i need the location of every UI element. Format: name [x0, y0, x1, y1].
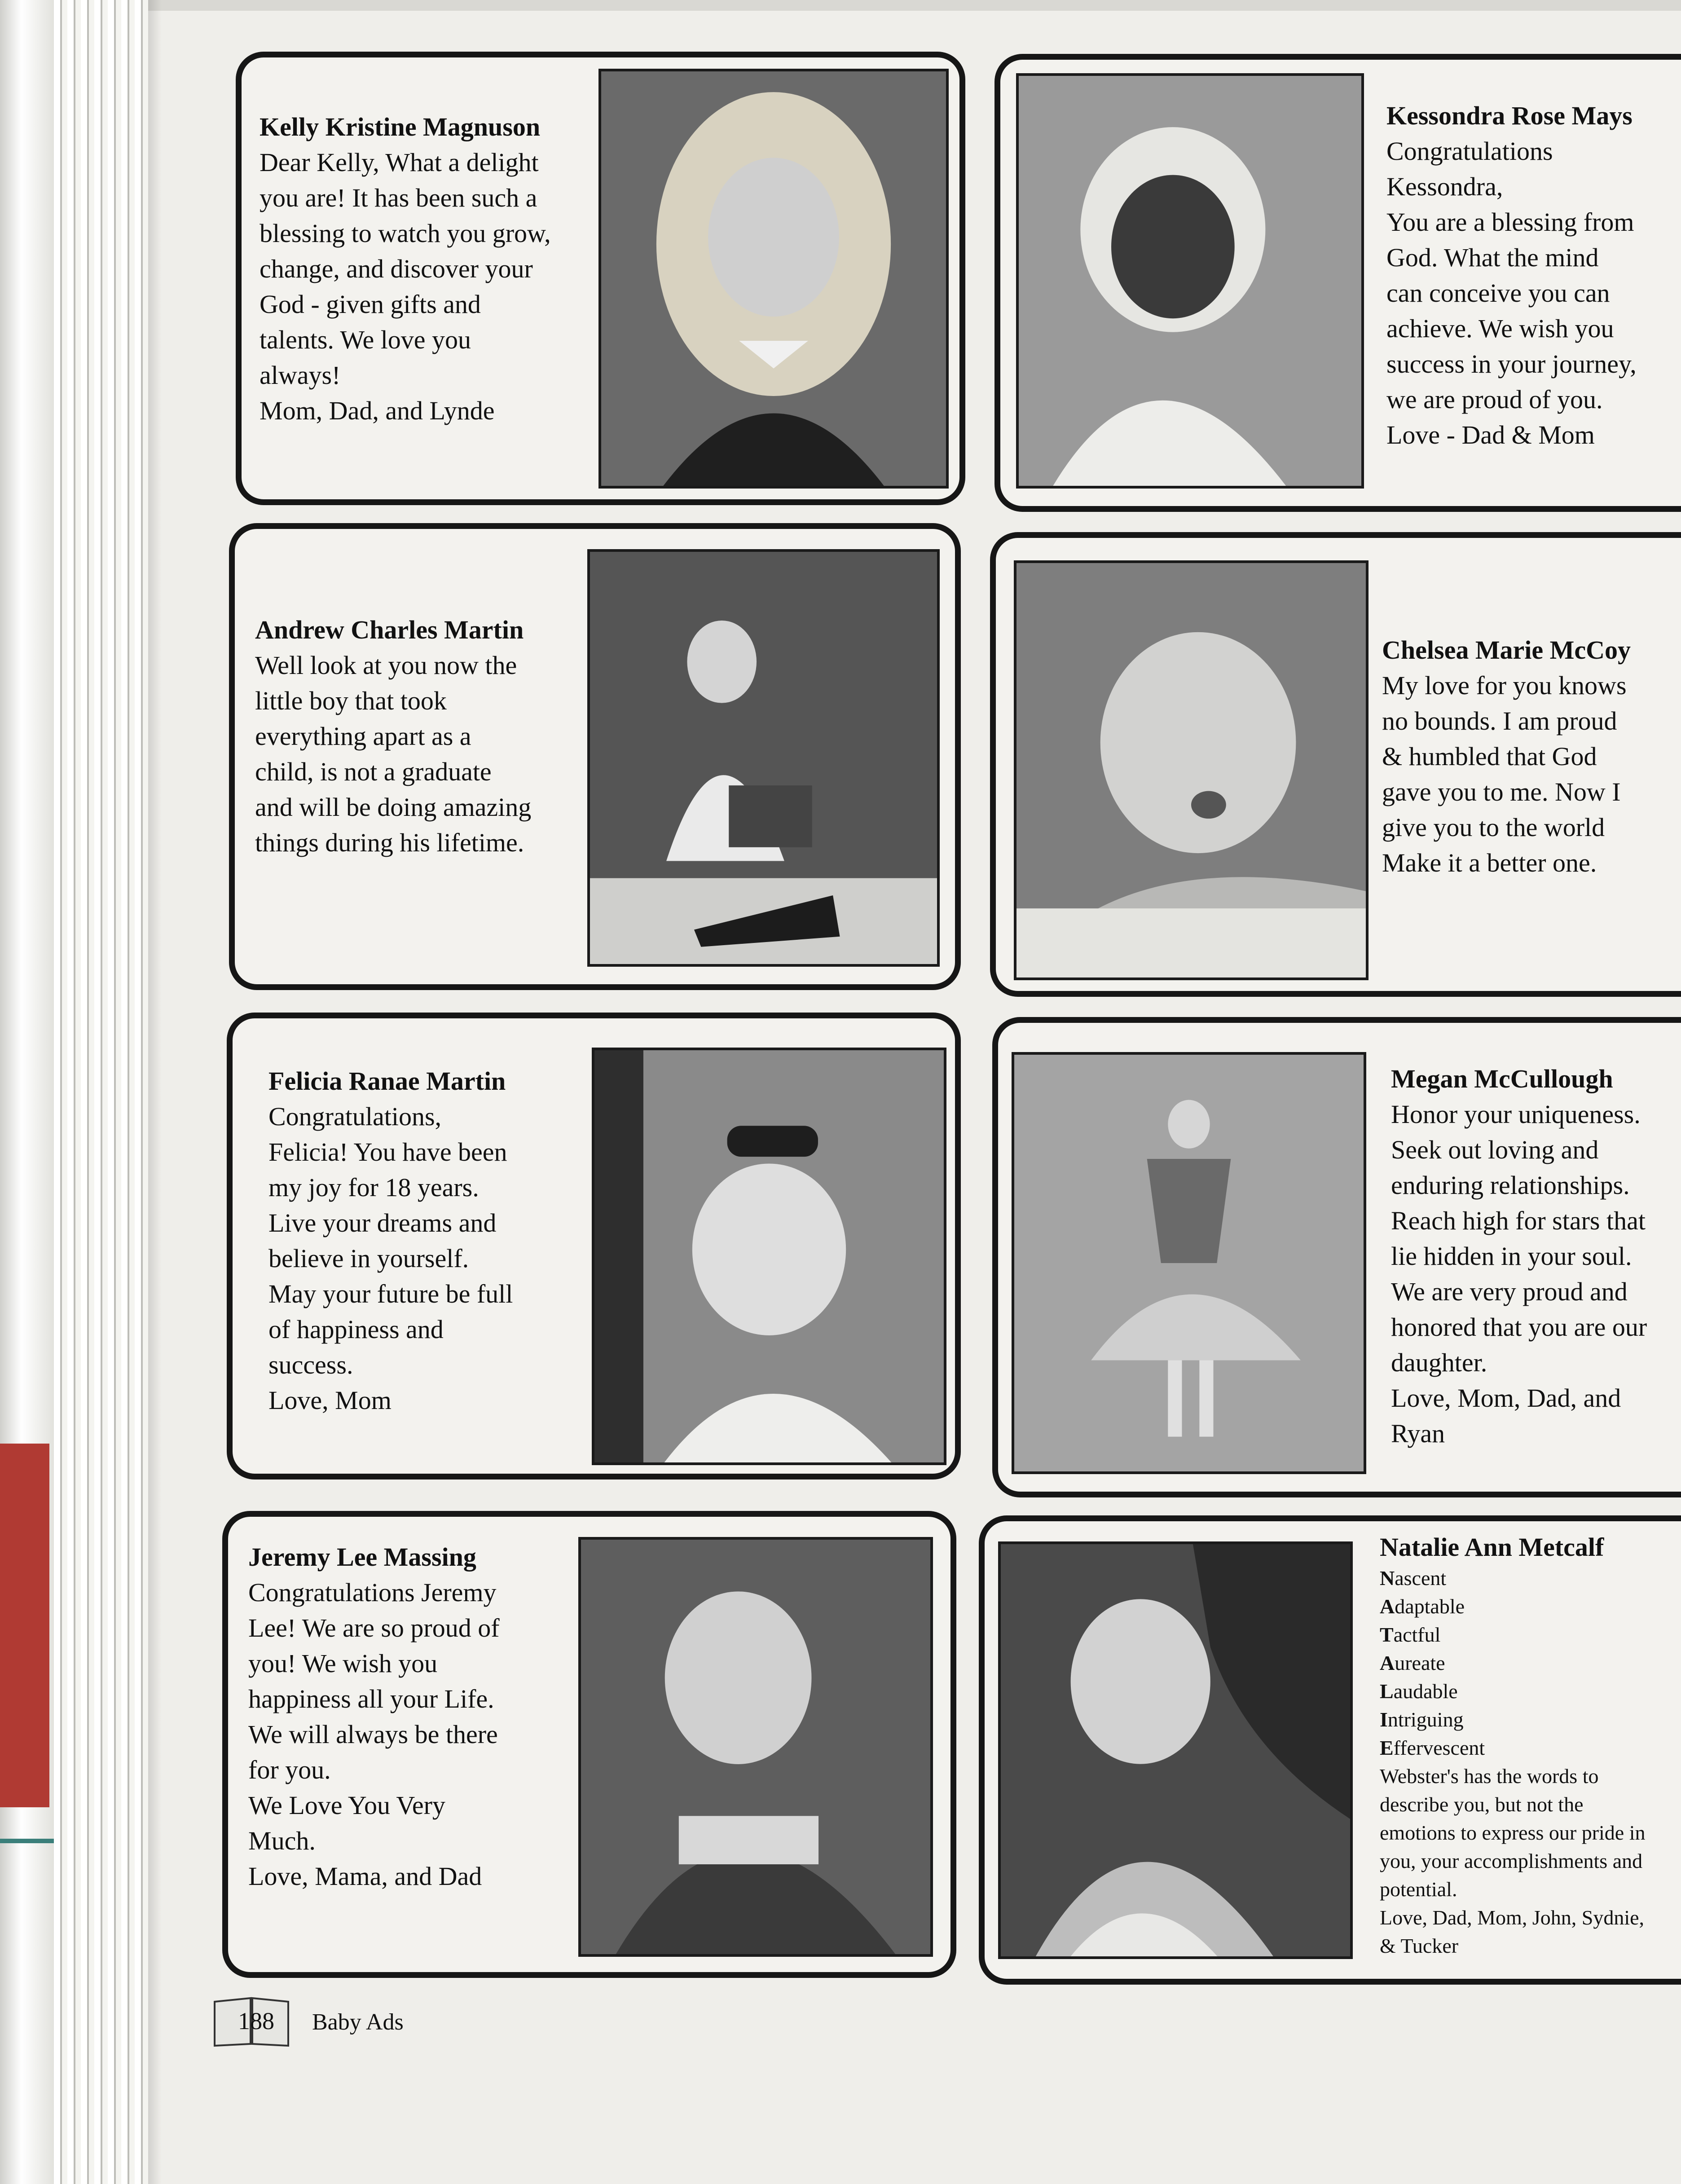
ad-line: you! We wish you: [248, 1649, 438, 1678]
ad-line: you are! It has been such a: [260, 183, 537, 212]
portrait-illustration: [590, 552, 937, 964]
ad-line: always!: [260, 361, 341, 390]
ad-name: Natalie Ann Metcalf: [1380, 1532, 1604, 1562]
ad-line: & Tucker: [1380, 1934, 1459, 1957]
ad-photo: [587, 549, 940, 967]
ad-line: honored that you are our: [1391, 1312, 1647, 1342]
ad-line: We will always be there: [248, 1720, 498, 1749]
ad-photo: [578, 1537, 933, 1957]
ad-line: & humbled that God: [1382, 742, 1597, 771]
ad-line: Effervescent: [1380, 1736, 1485, 1759]
ad-line: You are a blessing from: [1386, 207, 1634, 237]
ad-line: Mom, Dad, and Lynde: [260, 396, 495, 425]
ad-line: Tactful: [1380, 1623, 1441, 1646]
ad-photo: [1016, 73, 1364, 489]
ad-line: May your future be full: [268, 1279, 513, 1308]
ad-line: Adaptable: [1380, 1595, 1465, 1618]
ad-line: We are very proud and: [1391, 1277, 1628, 1306]
ad-line: change, and discover your: [260, 254, 533, 283]
page-top-edge: [0, 0, 1681, 11]
ad-text: [255, 612, 596, 860]
gutter-shadow: [148, 0, 162, 2184]
page-number: 188: [238, 2008, 274, 2034]
ad-line: Congratulations Jeremy: [248, 1578, 497, 1607]
ad-name: Kessondra Rose Mays: [1386, 101, 1633, 130]
ad-text: [1380, 1530, 1681, 1960]
ad-name: Andrew Charles Martin: [255, 615, 524, 644]
ad-line: lie hidden in your soul.: [1391, 1242, 1632, 1271]
portrait-illustration: [1001, 1544, 1350, 1956]
ad-line: We Love You Very: [248, 1791, 445, 1820]
ad-name: Jeremy Lee Massing: [248, 1542, 476, 1572]
ad-line: Ryan: [1391, 1419, 1445, 1448]
ad-text: [1382, 632, 1681, 881]
ad-photo: [592, 1048, 946, 1465]
ad-name: Felicia Ranae Martin: [268, 1066, 506, 1096]
ad-line: give you to the world: [1382, 813, 1605, 842]
ad-line: little boy that took: [255, 686, 447, 715]
section-title: Baby Ads: [312, 2009, 404, 2035]
ad-line: Love - Dad & Mom: [1386, 420, 1595, 449]
ad-natalie-metcalf: [979, 1515, 1681, 1985]
ad-name: Kelly Kristine Magnuson: [260, 112, 541, 141]
ad-line: no bounds. I am proud: [1382, 706, 1617, 735]
ad-megan-mccullough: [992, 1017, 1681, 1497]
ad-line: my joy for 18 years.: [268, 1173, 479, 1202]
ad-line: everything apart as a: [255, 722, 471, 751]
ad-line: Much.: [248, 1826, 316, 1855]
ad-line: Seek out loving and: [1391, 1135, 1599, 1164]
ad-line: Felicia! You have been: [268, 1137, 507, 1167]
ad-line: Aureate: [1380, 1651, 1445, 1674]
ad-line: can conceive you can: [1386, 278, 1610, 308]
book-page-edges: [0, 0, 148, 2184]
ad-line: Congratulations,: [268, 1102, 442, 1131]
ad-line: Live your dreams and: [268, 1208, 497, 1237]
portrait-illustration: [1019, 76, 1361, 486]
ad-line: Intriguing: [1380, 1708, 1464, 1731]
ad-line: blessing to watch you grow,: [260, 219, 551, 248]
ad-line: potential.: [1380, 1878, 1457, 1901]
ad-line: for you.: [248, 1755, 331, 1784]
ad-line: Love, Dad, Mom, John, Sydnie,: [1380, 1906, 1645, 1929]
ad-line: Webster's has the words to: [1380, 1765, 1599, 1788]
portrait-illustration: [594, 1050, 944, 1462]
ad-line: gave you to me. Now I: [1382, 777, 1621, 806]
ad-line: of happiness and: [268, 1315, 444, 1344]
portrait-illustration: [581, 1540, 930, 1954]
ad-line: Make it a better one.: [1382, 848, 1597, 877]
ad-line: Reach high for stars that: [1391, 1206, 1646, 1235]
ad-line: believe in yourself.: [268, 1244, 469, 1273]
ad-line: Honor your uniqueness.: [1391, 1100, 1641, 1129]
ad-photo: [1012, 1052, 1366, 1474]
ad-line: describe you, but not the: [1380, 1793, 1584, 1816]
ad-line: My love for you knows: [1382, 671, 1627, 700]
ad-line: God - given gifts and: [260, 290, 481, 319]
ad-kelly-magnuson: [236, 52, 965, 505]
ad-line: happiness all your Life.: [248, 1684, 494, 1713]
ad-chelsea-mccoy: [990, 532, 1681, 997]
ad-line: child, is not a graduate: [255, 757, 492, 786]
ad-kessondra-mays: [995, 54, 1681, 512]
ad-line: you, your accomplishments and: [1380, 1849, 1643, 1872]
ad-line: Love, Mama, and Dad: [248, 1862, 482, 1891]
ad-line: Laudable: [1380, 1680, 1458, 1703]
ad-text: [260, 109, 601, 428]
ad-line: success.: [268, 1350, 353, 1379]
ad-photo: [1014, 560, 1369, 980]
ad-line: things during his lifetime.: [255, 828, 524, 857]
portrait-illustration: [1017, 563, 1366, 978]
ad-line: Congratulations: [1386, 136, 1553, 166]
cover-red-band: [0, 1444, 49, 1807]
ad-jeremy-massing: [222, 1511, 956, 1978]
ad-line: Kessondra,: [1386, 172, 1503, 201]
ad-photo: [598, 69, 949, 489]
ad-line: Dear Kelly, What a delight: [260, 148, 539, 177]
ad-line: Lee! We are so proud of: [248, 1613, 500, 1642]
portrait-illustration: [1014, 1055, 1364, 1471]
portrait-illustration: [601, 71, 946, 486]
ad-line: Love, Mom, Dad, and: [1391, 1383, 1621, 1413]
page-footer: [211, 1994, 525, 2052]
ad-felicia-martin: [227, 1013, 961, 1479]
ad-line: we are proud of you.: [1386, 385, 1603, 414]
book-spine: [0, 0, 54, 2184]
ad-line: achieve. We wish you: [1386, 314, 1614, 343]
ad-andrew-martin: [229, 523, 961, 990]
ad-text: [1386, 98, 1681, 453]
ad-line: enduring relationships.: [1391, 1171, 1630, 1200]
cover-teal-line: [0, 1839, 54, 1843]
ad-line: success in your journey,: [1386, 349, 1637, 379]
ad-line: Well look at you now the: [255, 651, 517, 680]
ad-text: [248, 1539, 581, 1894]
ad-text: [1391, 1061, 1681, 1451]
ad-line: and will be doing amazing: [255, 793, 532, 822]
ad-line: emotions to express our pride in: [1380, 1821, 1646, 1844]
ad-name: Chelsea Marie McCoy: [1382, 635, 1631, 665]
ad-line: God. What the mind: [1386, 243, 1599, 272]
ad-photo: [998, 1541, 1353, 1959]
ad-name: Megan McCullough: [1391, 1064, 1613, 1093]
ad-line: daughter.: [1391, 1348, 1487, 1377]
ad-text: [268, 1063, 601, 1418]
ad-line: Nascent: [1380, 1567, 1447, 1590]
ad-line: Love, Mom: [268, 1386, 392, 1415]
ad-line: talents. We love you: [260, 325, 471, 354]
